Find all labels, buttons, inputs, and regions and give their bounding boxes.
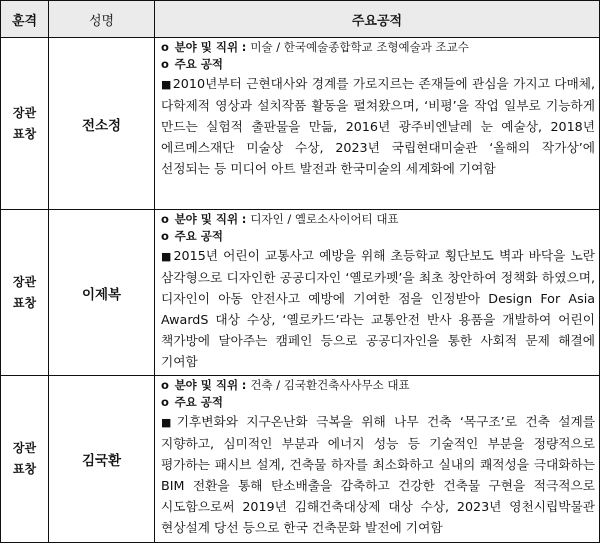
detail-cell	[155, 376, 600, 543]
merits-text: 기후변화와 지구온난화 극복을 위해 나무 건축 ‘목구조’로 건축 설계를 지향하고, 심미적인 부분과 에너지 성능 등 기술적인 부분을 정량적으로 평가하는 패시브 설계, 건축물 하자를 최소화하고 실내의 쾌적성을 극대화하는 BIM 전환을 통해 탄소배출을 감축하고 건강한 건축물 구현을 적극적으로 시도함으로써 2019년 김해건축대상제 대상 수상, 2023년 영천시립박물관 현상설계 당선 등으로 한국 건축문화 발전에 기여함	[161, 414, 595, 535]
bullet-marker: o	[161, 40, 169, 54]
merits-line	[161, 228, 595, 245]
name-cell: 전소정	[49, 38, 155, 210]
bullet-marker: o	[161, 395, 169, 409]
square-bullet-icon: ■	[161, 250, 173, 263]
award-line: 표창	[12, 462, 37, 476]
award-line: 표창	[12, 126, 37, 141]
merits-line	[161, 394, 595, 411]
merits-description	[161, 411, 595, 538]
table-row	[1, 376, 600, 543]
field-label: 분야 및 직위	[174, 378, 239, 392]
merits-description	[161, 73, 595, 179]
field-value: 건축 / 김국환건축사사무소 대표	[250, 378, 410, 392]
field-line: o 분야 및 직위 : 디자인 / 옐로소사이어티 대표	[161, 212, 399, 226]
field-value: 미술 / 한국예술종합학교 조형예술과 조교수	[250, 40, 469, 54]
table-row	[1, 210, 600, 376]
field-value: 디자인 / 옐로소사이어티 대표	[250, 212, 399, 226]
name-cell: 이제복	[49, 210, 155, 376]
bullet-marker: o	[161, 229, 169, 243]
merits-line	[161, 56, 595, 73]
award-cell	[1, 38, 49, 210]
square-bullet-icon: ■	[161, 416, 176, 429]
award-cell	[1, 376, 49, 543]
field-label: 분야 및 직위	[174, 40, 239, 54]
bullet-marker: o	[161, 212, 169, 226]
merits-label: 주요 공적	[174, 229, 224, 243]
award-line: 장관	[12, 105, 37, 120]
merits-text: 2010년부터 근현대사와 경계를 가로지르는 존재들에 관심을 가지고 다매체, 다학제적 영상과 설치작품 활동을 펼쳐왔으며, ‘비평’을 작업 일부로 기능하게 만드는 실험적 출판물을 만듦, 2016년 광주비엔날레 눈 예술상, 2018년 에르메스재단 미술상 수상, 2023년 국립현대미술관 ‘올해의 작가상’에 선정되는 등 미디어 아트 발전과 한국미술의 세계화에 기여함	[161, 76, 595, 176]
header-award: 훈격	[1, 1, 49, 38]
table-row	[1, 38, 600, 210]
name-cell: 김국환	[49, 376, 155, 543]
header-detail: 주요공적	[155, 1, 600, 38]
square-bullet-icon: ■	[161, 78, 172, 91]
detail-cell	[155, 210, 600, 376]
merits-label: 주요 공적	[174, 395, 224, 409]
field-label: 분야 및 직위	[174, 212, 239, 226]
field-line: o 분야 및 직위 : 미술 / 한국예술종합학교 조형예술과 조교수	[161, 40, 469, 54]
header-row	[1, 1, 600, 38]
award-line: 장관	[12, 274, 37, 289]
merits-description	[161, 245, 595, 372]
merits-label: 주요 공적	[174, 57, 224, 71]
field-line: o 분야 및 직위 : 건축 / 김국환건축사사무소 대표	[161, 378, 410, 392]
award-cell	[1, 210, 49, 376]
bullet-marker: o	[161, 57, 169, 71]
merits-text: 2015년 어린이 교통사고 예방을 위해 초등학교 횡단보도 벽과 바닥을 노란 삼각형으로 디자인한 공공디자인 ‘옐로카펫’을 최초 창안하여 정책화 하였으며, 디자인이 아동 안전사고 예방에 기여한 점을 인정받아 Design For Asia AwardS 대상 수상, ‘옐로카드’라는 교통안전 반사 용품을 개발하여 어린이 책가방에 달아주는 캠페인 등으로 공공디자인을 통한 사회적 문제 해결에 기여함	[161, 248, 595, 369]
award-line: 장관	[12, 441, 37, 455]
header-name: 성명	[49, 1, 155, 38]
detail-cell	[155, 38, 600, 210]
bullet-marker: o	[161, 378, 169, 392]
award-line: 표창	[12, 295, 37, 310]
